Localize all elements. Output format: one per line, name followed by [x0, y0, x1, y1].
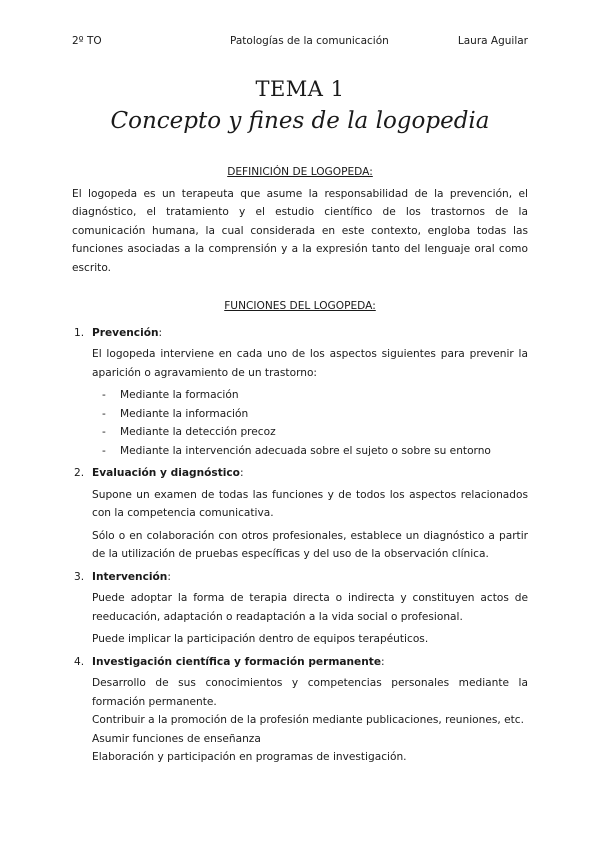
function-body — [92, 486, 528, 564]
header-course: 2º TO — [72, 35, 102, 47]
function-body — [92, 674, 528, 767]
function-title-suffix: : — [158, 326, 163, 339]
function-title-suffix: : — [381, 655, 385, 668]
function-paragraph: Contribuir a la promoción de la profesión mediante publicaciones, reuniones, etc. — [92, 714, 524, 726]
function-body — [92, 345, 528, 460]
definition-text: El logopeda es un terapeuta que asume la responsabilidad de la prevención, el diagnóstico, el tratamiento y el estudio científico de los trastornos de la comunicación humana, la cual considerada en este contexto, engloba todas las funciones asociadas a la comprensión y a la expresión tanto del lenguaje oral como escrito. — [72, 187, 528, 274]
function-title: Prevención — [92, 326, 159, 339]
bullet-text: Mediante la intervención adecuada sobre el sujeto o sobre su entorno — [120, 444, 491, 457]
function-title-suffix: : — [239, 467, 244, 479]
functions-list — [72, 324, 528, 767]
definition-heading: DEFINICIÓN DE LOGOPEDA: — [227, 166, 373, 178]
function-paragraph: Elaboración y participación en programas de investigación. — [92, 751, 407, 763]
document-body — [72, 163, 528, 767]
page-header — [72, 35, 528, 51]
bullet-text: Mediante la detección precoz — [120, 426, 276, 438]
function-paragraph: Sólo o en colaboración con otros profesionales, establece un diagnóstico a partir de la utilización de pruebas específicas y del uso de la observación clínica. — [92, 529, 528, 560]
function-item — [72, 464, 528, 564]
function-number: 1. — [74, 326, 85, 339]
list-item: - Mediante la información — [102, 407, 249, 420]
header-subject: Patologías de la comunicación — [230, 35, 389, 47]
functions-heading: FUNCIONES DEL LOGOPEDA: — [224, 300, 376, 312]
list-item: - Mediante la intervención adecuada sobre el sujeto o sobre su entorno — [102, 444, 491, 457]
prevention-bullets — [92, 386, 528, 460]
function-number: 4. — [74, 655, 85, 668]
function-paragraph: Desarrollo de sus conocimientos y competencias personales mediante la formación permanente. — [92, 677, 528, 708]
function-paragraph: El logopeda interviene en cada uno de los aspectos siguientes para prevenir la aparición o agravamiento de un trastorno: — [92, 348, 528, 379]
bullet-text: Mediante la formación — [120, 389, 239, 401]
function-item — [72, 653, 528, 767]
function-paragraph: Puede adoptar la forma de terapia directa o indirecta y constituyen actos de reeducación, adaptación o readaptación a la vida social o profesional. — [92, 592, 528, 623]
function-title: Intervención — [92, 570, 168, 583]
function-title-suffix: : — [167, 570, 171, 583]
function-item — [72, 568, 528, 649]
function-number: 2. — [74, 467, 85, 479]
header-author: Laura Aguilar — [457, 35, 528, 47]
function-paragraph: Asumir funciones de enseñanza — [92, 732, 261, 745]
bullet-text: Mediante la información — [120, 407, 249, 420]
function-title: Evaluación y diagnóstico — [92, 467, 240, 479]
function-paragraph: Puede implicar la participación dentro de equipos terapéuticos. — [92, 633, 429, 645]
title-block — [0, 75, 600, 137]
tema-subtitle: Concepto y fines de la logopedia — [110, 108, 490, 134]
list-item: - Mediante la formación — [102, 389, 239, 401]
list-item: - Mediante la detección precoz — [102, 426, 276, 438]
function-item — [72, 324, 528, 461]
function-paragraph: Supone un examen de todas las funciones y de todos los aspectos relacionados con la competencia comunicativa. — [92, 488, 528, 519]
function-body — [92, 589, 528, 649]
function-number: 3. — [74, 570, 85, 583]
function-title: Investigación científica y formación permanente — [92, 655, 382, 668]
tema-title: TEMA 1 — [255, 77, 345, 101]
